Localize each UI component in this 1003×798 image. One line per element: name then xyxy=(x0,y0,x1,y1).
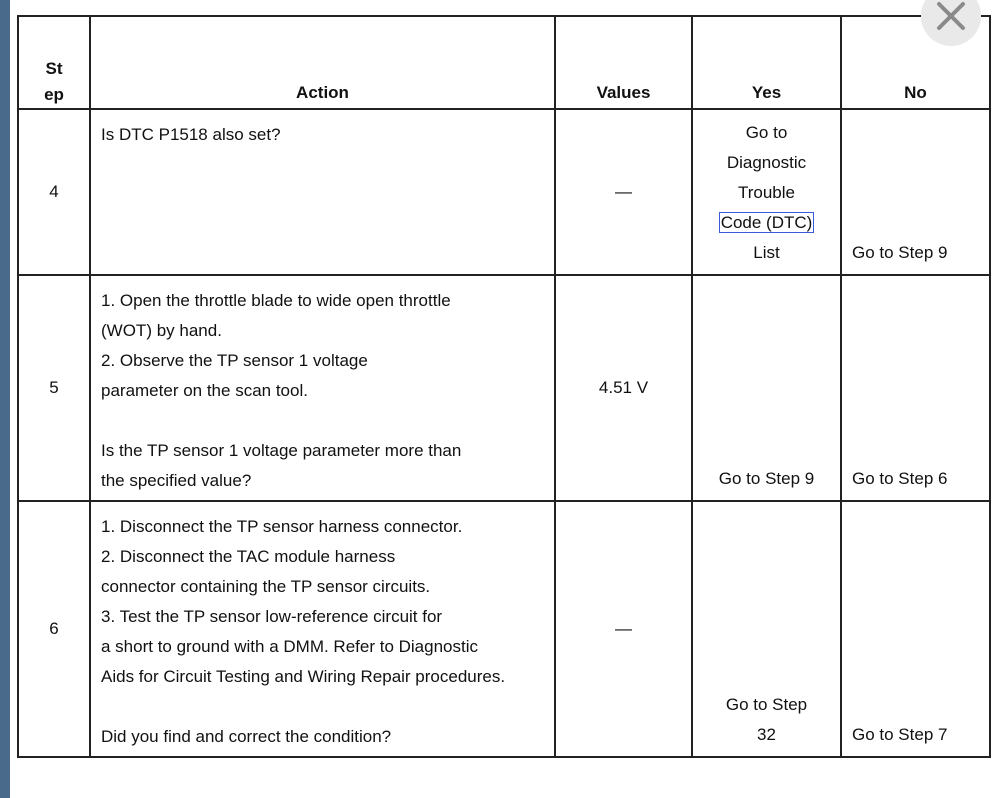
yes-cell xyxy=(692,501,841,757)
no-text: Go to Step 9 xyxy=(852,243,948,262)
yes-line: 32 xyxy=(757,725,776,744)
step-number: 4 xyxy=(49,182,59,201)
close-icon-glyph xyxy=(935,0,967,32)
step-number: 6 xyxy=(49,619,59,638)
yes-text: Go to Step 9 xyxy=(718,469,815,488)
values-cell xyxy=(555,501,692,757)
action-line: 3. Test the TP sensor low-reference circuit for xyxy=(101,607,443,626)
yes-line: List xyxy=(753,243,780,262)
table-row xyxy=(18,109,990,275)
action-line: 1. Disconnect the TP sensor harness connector. xyxy=(101,517,463,536)
no-cell xyxy=(841,501,990,757)
no-cell xyxy=(841,109,990,275)
step-cell xyxy=(18,109,90,275)
document-page xyxy=(10,0,1003,798)
action-cell xyxy=(90,501,555,757)
action-line: Is DTC P1518 also set? xyxy=(101,125,281,144)
action-line: connector containing the TP sensor circuits. xyxy=(101,577,431,596)
diagnostic-table xyxy=(17,15,991,758)
no-text: Go to Step 7 xyxy=(852,725,948,744)
values-cell xyxy=(555,275,692,501)
yes-line: Diagnostic xyxy=(726,153,807,172)
table-row xyxy=(18,275,990,501)
action-cell xyxy=(90,275,555,501)
question-line: Is the TP sensor 1 voltage parameter more than xyxy=(101,441,462,460)
step-cell xyxy=(18,275,90,501)
table-header-row xyxy=(18,16,990,109)
step-cell xyxy=(18,501,90,757)
yes-line: Go to Step xyxy=(725,695,808,714)
no-cell xyxy=(841,275,990,501)
yes-line: Trouble xyxy=(737,183,795,202)
value-text: — xyxy=(615,182,632,201)
step-number: 5 xyxy=(49,378,59,397)
value-text: — xyxy=(615,619,632,638)
table-row xyxy=(18,501,990,757)
yes-cell xyxy=(692,109,841,275)
action-line: 2. Observe the TP sensor 1 voltage xyxy=(101,351,368,370)
yes-line: Go to xyxy=(745,123,788,142)
no-text: Go to Step 6 xyxy=(852,469,948,488)
header-no: No xyxy=(841,16,990,109)
header-values: Values xyxy=(555,16,692,109)
action-cell xyxy=(90,109,555,275)
value-text: 4.51 V xyxy=(598,378,649,397)
action-line: 1. Open the throttle blade to wide open throttle xyxy=(101,291,451,310)
action-line: 2. Disconnect the TAC module harness xyxy=(101,547,396,566)
action-line: parameter on the scan tool. xyxy=(101,381,308,400)
values-cell xyxy=(555,109,692,275)
question-line: Did you find and correct the condition? xyxy=(101,727,392,746)
question-line: the specified value? xyxy=(101,471,252,490)
action-line: (WOT) by hand. xyxy=(101,321,222,340)
header-yes: Yes xyxy=(692,16,841,109)
header-action: Action xyxy=(90,16,555,109)
action-line: Aids for Circuit Testing and Wiring Repair procedures. xyxy=(101,667,506,686)
yes-cell xyxy=(692,275,841,501)
window-frame-left xyxy=(0,0,10,798)
action-line: a short to ground with a DMM. Refer to Diagnostic xyxy=(101,637,478,656)
header-step: St ep xyxy=(18,16,90,109)
dtc-list-link[interactable]: Code (DTC) xyxy=(720,213,813,232)
